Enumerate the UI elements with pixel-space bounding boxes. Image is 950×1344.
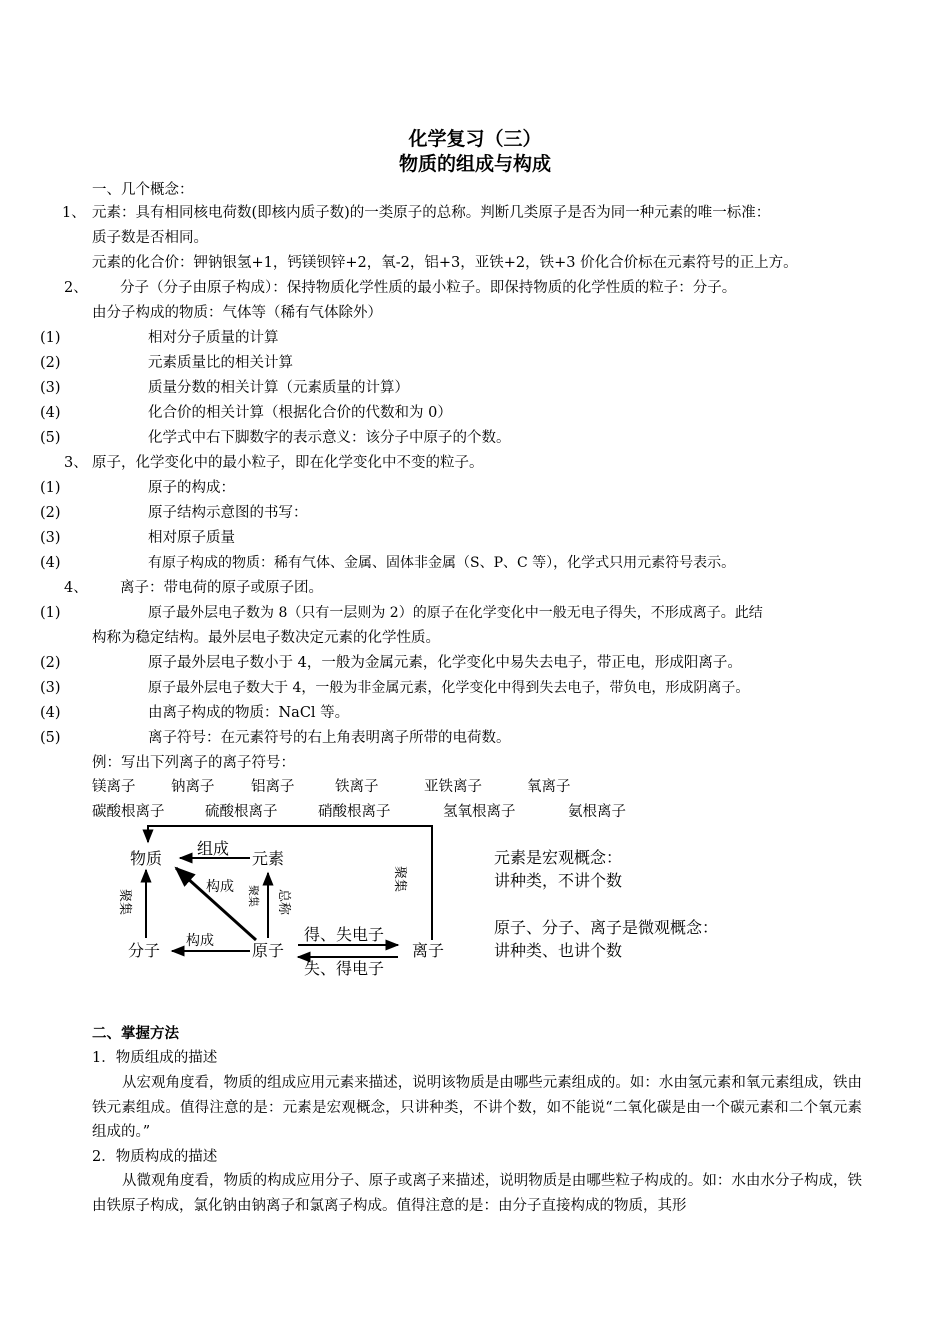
label-gain-lose: 得、失电子 [304,925,385,944]
example-item-wrap [527,777,571,797]
item3-number: 3、 [64,455,88,471]
example-item: 镁离子 [92,779,136,795]
title-line-1: 化学复习（三） [408,128,542,150]
part2-sub2-title: 2．物质构成的描述 [92,1149,218,1165]
example-item-wrap [92,802,165,822]
part1-heading: 一、几个概念： [92,182,194,198]
node-element: 元素 [252,849,285,868]
item4-sub-text: 由离子构成的物质：NaCl 等。 [148,705,350,721]
example-item-wrap [318,802,391,822]
item4-sub-number: (3) [40,680,61,696]
item2-sub-text: 元素质量比的相关计算 [148,355,293,371]
item2-sub-text: 相对分子质量的计算 [148,330,279,346]
note-micro-a: 原子、分子、离子是微观概念： [494,918,719,937]
node-molecule: 分子 [128,941,161,960]
example-item: 亚铁离子 [424,779,482,795]
example-item-wrap [335,777,379,797]
example-item: 氧离子 [527,779,571,795]
example-item-wrap [205,802,278,822]
label-lose-gain: 失、得电子 [304,959,385,978]
label-total-mid: 总称 [276,889,291,916]
note-micro-b: 讲种类、也讲个数 [494,941,623,960]
part2-sub2-paragraph: 从微观角度看，物质的构成应用分子、原子或离子来描述，说明物质是由哪些粒子构成的。如：水由水分子构成，铁由铁原子构成，氯化钠由钠离子和氯离子构成。值得注意的是：由分子直接构成的物质，其形 [92,1173,862,1214]
item4-sub-number: (4) [40,705,61,721]
example-row-1 [92,777,136,797]
example-item: 氨根离子 [568,804,626,820]
item2-number: 2、 [64,280,88,296]
item4-sub1-text-b: 构称为稳定结构。最外层电子数决定元素的化学性质。 [92,630,440,646]
item4-sub-number: (2) [40,655,61,671]
item1-number: 1、 [62,205,86,221]
example-label: 例：写出下列离子的离子符号： [92,755,295,771]
item3-sub-text: 有原子构成的物质：稀有气体、金属、固体非金属（S、P、C 等），化学式只用元素符号表示。 [148,555,736,571]
item3-text: 原子，化学变化中的最小粒子，即在化学变化中不变的粒子。 [92,455,484,471]
item2-sub-number: (2) [40,355,61,371]
concept-diagram [0,820,950,990]
example-item-wrap [443,802,516,822]
label-aggregate-diag: 聚集 [247,885,260,907]
node-atom: 原子 [252,941,285,960]
label-aggregate-left: 聚集 [117,889,132,916]
item2-sub-number: (4) [40,405,61,421]
item4-text: 离子：带电荷的原子或原子团。 [120,580,323,596]
item2-text-a: 分子（分子由原子构成）：保持物质化学性质的最小粒子。即保持物质的化学性质的粒子：分子。 [120,280,737,296]
item1-text-a: 元素：具有相同核电荷数(即核内质子数)的一类原子的总称。判断几类原子是否为同一种元素的唯一标准： [92,205,771,221]
item4-sub1-text-a: 原子最外层电子数为 8（只有一层则为 2）的原子在化学变化中一般无电子得失，不形成离子。此结 [148,605,763,621]
example-item-wrap [568,802,626,822]
example-item-wrap [424,777,482,797]
label-aggregate-right: 聚集 [392,866,407,893]
item4-sub-number: (1) [40,605,61,621]
label-construct-diagonal: 构成 [206,879,234,895]
item4-number: 4、 [64,580,88,596]
title-line-2: 物质的组成与构成 [398,153,551,175]
part2-sub1-paragraph: 从宏观角度看，物质的组成应用元素来描述，说明该物质是由哪些元素组成的。如：水由氢元素和氧元素组成，铁由铁元素组成。值得注意的是：元素是宏观概念，只讲种类，不讲个数，如不能说“二氧化碳是由一个碳元素和二个氧元素组成的。” [92,1075,862,1140]
item3-sub-number: (3) [40,530,61,546]
item3-sub-text: 原子的构成： [148,480,235,496]
item2-sub-number: (5) [40,430,61,446]
example-item: 硫酸根离子 [205,804,278,820]
note-macro-b: 讲种类，不讲个数 [494,871,623,890]
item2-text-b: 由分子构成的物质：气体等（稀有气体除外） [92,305,382,321]
part2-heading: 二、掌握方法 [92,1026,179,1042]
item4-sub-text: 原子最外层电子数大于 4，一般为非金属元素，化学变化中得到失去电子，带负电，形成阴离子。 [148,680,750,696]
item3-sub-number: (2) [40,505,61,521]
label-construct-bottom: 构成 [186,933,214,949]
example-item: 氢氧根离子 [443,804,516,820]
item4-sub-number: (5) [40,730,61,746]
item3-sub-text: 相对原子质量 [148,530,235,546]
note-macro-a: 元素是宏观概念： [494,848,623,867]
example-item: 硝酸根离子 [318,804,391,820]
item3-sub-number: (1) [40,480,61,496]
item2-sub-text: 化学式中右下脚数字的表示意义：该分子中原子的个数。 [148,430,511,446]
example-item-wrap [171,777,215,797]
item1-text-b: 质子数是否相同。 [92,230,208,246]
part2-sub1-title: 1．物质组成的描述 [92,1050,218,1066]
item2-sub-number: (3) [40,380,61,396]
item1-text-c: 元素的化合价：钾钠银氢+1，钙镁钡锌+2，氧-2，铝+3，亚铁+2，铁+3 价化合价标在元素符号的正上方。 [92,255,798,271]
item4-sub-text: 原子最外层电子数小于 4，一般为金属元素，化学变化中易失去电子，带正电，形成阳离子。 [148,655,742,671]
item3-sub-text: 原子结构示意图的书写： [148,505,308,521]
example-item-wrap [251,777,295,797]
item2-sub-text: 化合价的相关计算（根据化合价的代数和为 0） [148,405,452,421]
example-item: 铝离子 [251,779,295,795]
example-item: 铁离子 [335,779,379,795]
example-item: 钠离子 [171,779,215,795]
node-substance: 物质 [130,849,163,868]
item4-sub-text: 离子符号：在元素符号的右上角表明离子所带的电荷数。 [148,730,511,746]
node-ion: 离子 [412,941,445,960]
label-compose: 组成 [197,839,230,858]
item3-sub-number: (4) [40,555,61,571]
example-item: 碳酸根离子 [92,804,165,820]
item2-sub-number: (1) [40,330,61,346]
item2-sub-text: 质量分数的相关计算（元素质量的计算） [148,380,409,396]
